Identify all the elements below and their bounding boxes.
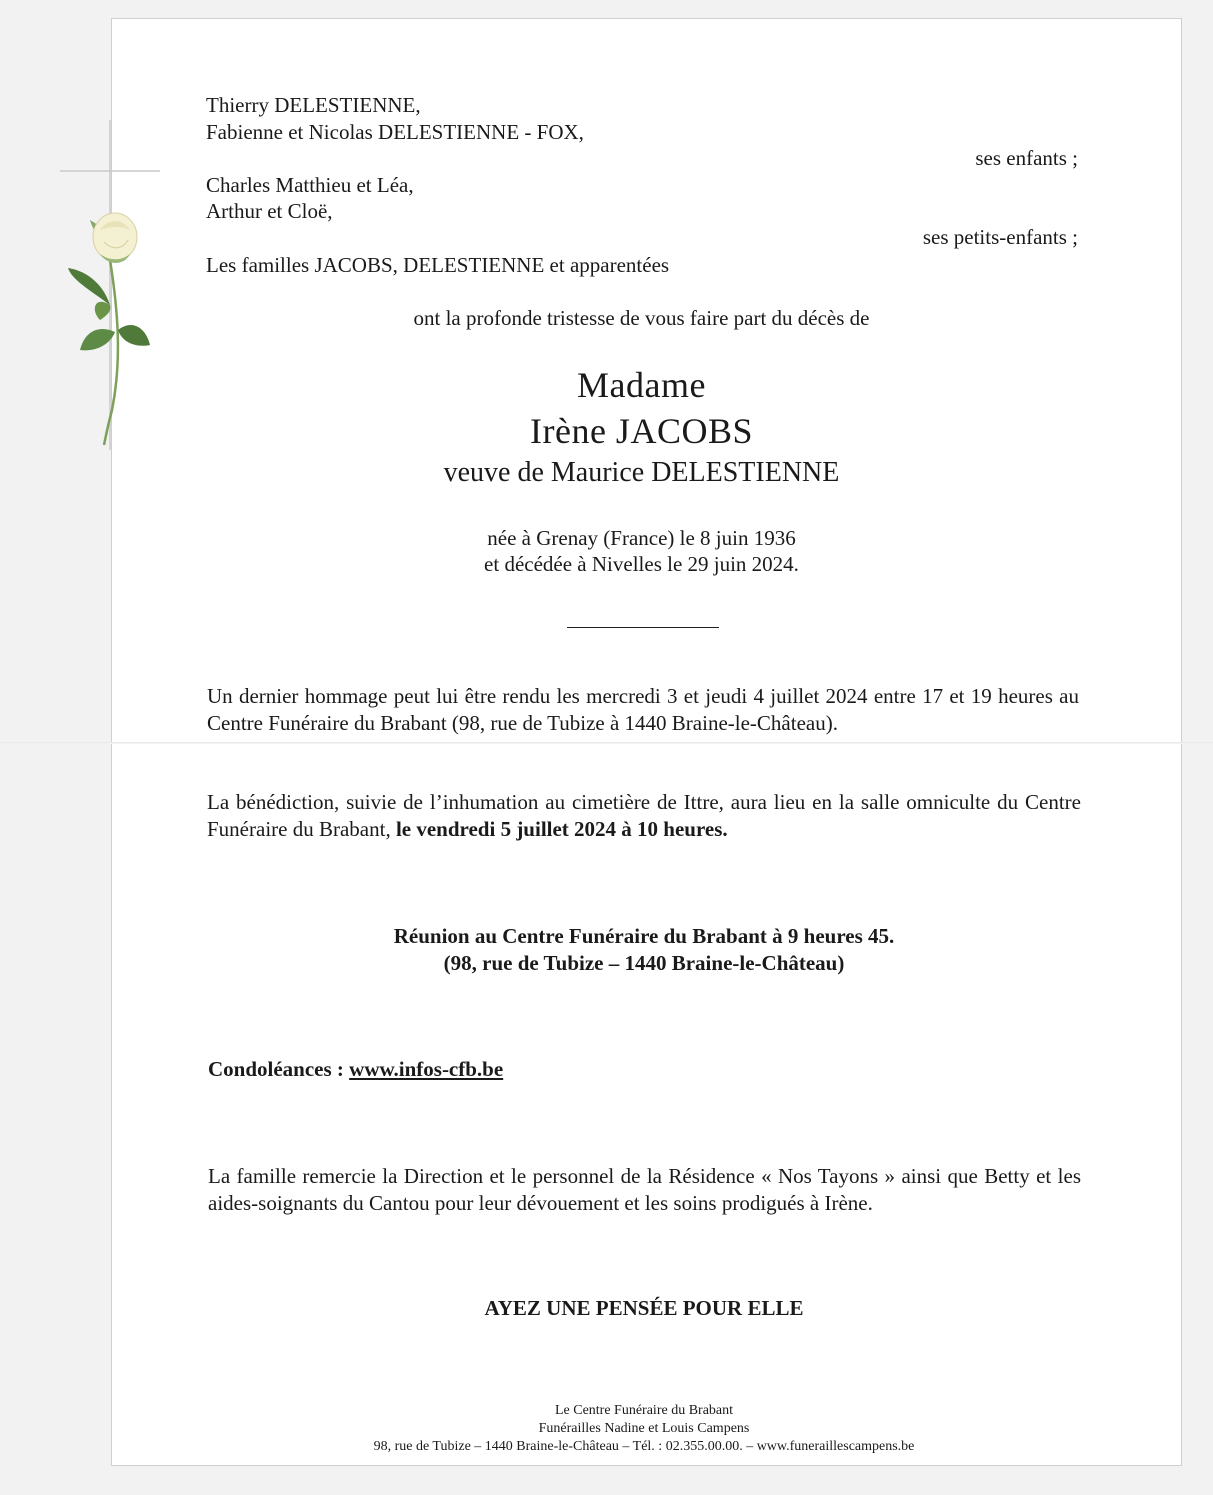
separator-rule (567, 627, 719, 628)
grandchildren-line-1: Charles Matthieu et Léa, (206, 173, 414, 197)
footer-line-2: Funérailles Nadine et Louis Campens (538, 1421, 750, 1436)
condolences (208, 1056, 503, 1082)
grandchildren-role: ses petits-enfants ; (922, 225, 1078, 249)
footer-line-3: 98, rue de Tubize – 1440 Braine-le-Château – Tél. : 02.355.00.00. – www.funeraillescampens.be (373, 1439, 915, 1454)
thanks-paragraph: La famille remercie la Direction et le personnel de la Résidence « Nos Tayons » ainsi que Betty et les aides-soignants du Cantou pour leur dévouement et les soins prodigués à Irène. (208, 1164, 1081, 1215)
announcement: ont la profonde tristesse de vous faire part du décès de (413, 306, 870, 330)
meeting-line-1: Réunion au Centre Funéraire du Brabant à 9 heures 45. (393, 924, 895, 948)
ceremony-text: La bénédiction, suivie de l’inhumation au cimetière de Ittre, aura lieu en la salle omniculte du Centre Funéraire du Brabant, (207, 790, 1081, 841)
ceremony-date: le vendredi 5 juillet 2024 à 10 heures. (395, 817, 728, 841)
deceased-widow-of: veuve de Maurice DELESTIENNE (443, 457, 840, 488)
ceremony-paragraph (207, 789, 1081, 843)
tribute-paragraph: Un dernier hommage peut lui être rendu les mercredi 3 et jeudi 4 juillet 2024 entre 17 et 19 heures au Centre Funéraire du Brabant (98, rue de Tubize à 1440 Braine-le-Château). (207, 684, 1079, 735)
grandchildren-line-2: Arthur et Cloë, (206, 199, 333, 223)
fold-line (0, 742, 1213, 744)
condolences-link[interactable]: www.infos-cfb.be (349, 1057, 504, 1081)
children-line-2: Fabienne et Nicolas DELESTIENNE - FOX, (206, 120, 584, 144)
meeting-line-2: (98, rue de Tubize – 1440 Braine-le-Château) (443, 951, 845, 975)
deceased-death: et décédée à Nivelles le 29 juin 2024. (484, 552, 799, 576)
children-line-1: Thierry DELESTIENNE, (206, 93, 421, 117)
children-role: ses enfants ; (975, 146, 1078, 170)
deceased-name: Irène JACOBS (530, 411, 753, 451)
families-line: Les familles JACOBS, DELESTIENNE et apparentées (206, 253, 670, 277)
footer-line-1: Le Centre Funéraire du Brabant (554, 1403, 734, 1418)
deceased-birth: née à Grenay (France) le 8 juin 1936 (487, 526, 796, 550)
condolences-label: Condoléances : (208, 1057, 344, 1081)
closing-line: AYEZ UNE PENSÉE POUR ELLE (484, 1296, 804, 1320)
deceased-honorific: Madame (577, 365, 706, 405)
